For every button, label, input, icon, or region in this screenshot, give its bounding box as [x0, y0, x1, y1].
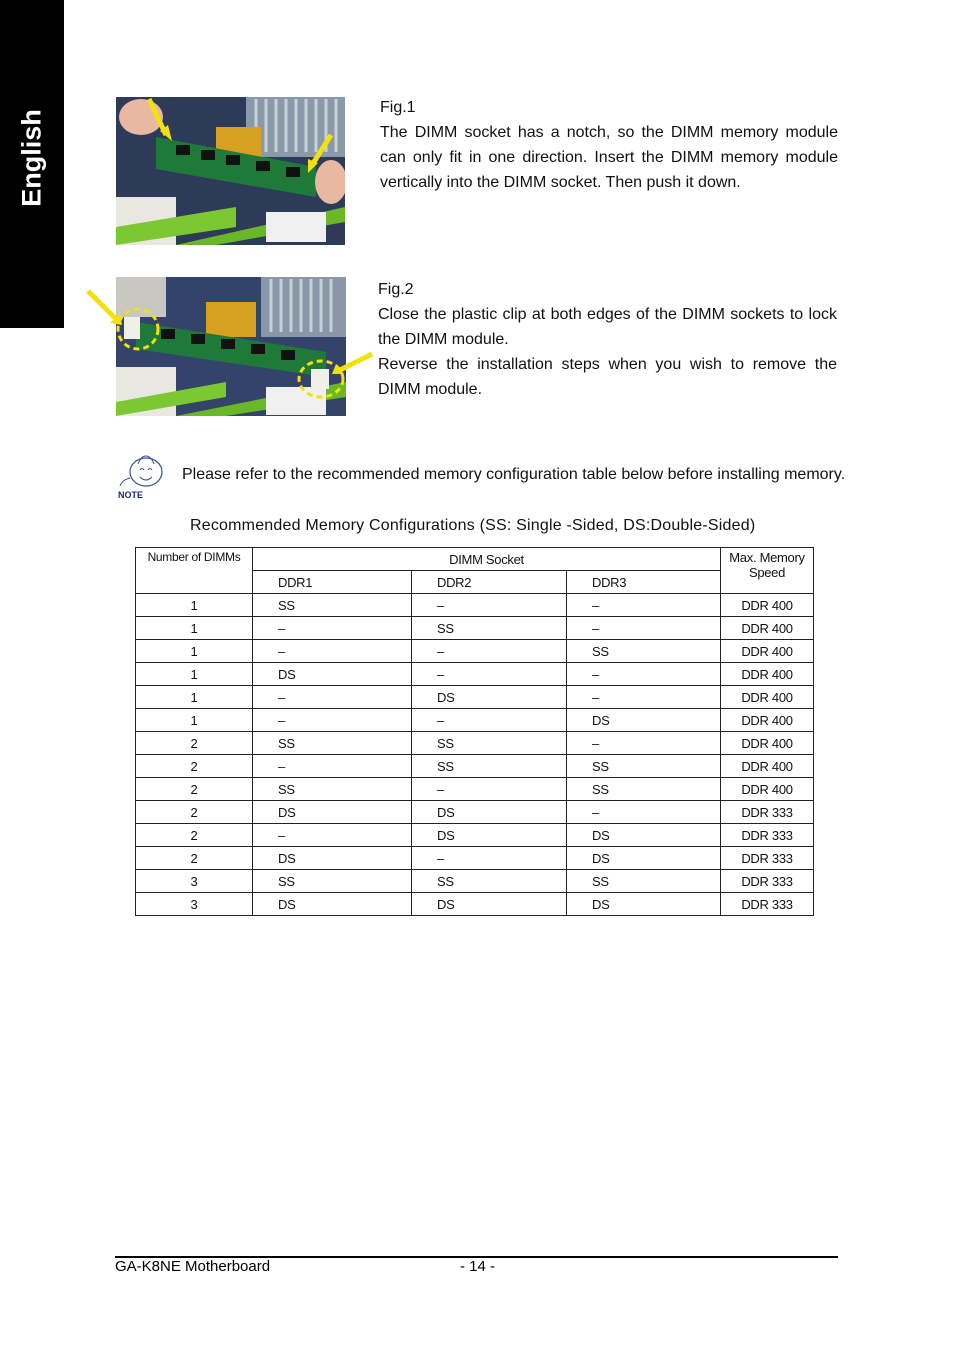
cell-ddr3: DS [567, 893, 721, 916]
header-ddr3: DDR3 [567, 571, 721, 594]
cell-num: 2 [136, 755, 253, 778]
table-row [136, 847, 814, 870]
footer-product-name: GA-K8NE Motherboard [115, 1258, 271, 1275]
cell-num: 1 [136, 709, 253, 732]
table-row [136, 755, 814, 778]
cell-ddr2: SS [412, 617, 567, 640]
fig2-title: Fig.2 [378, 281, 414, 298]
cell-ddr1: DS [253, 663, 412, 686]
cell-num: 1 [136, 594, 253, 617]
cell-num: 1 [136, 640, 253, 663]
cell-num: 2 [136, 847, 253, 870]
fig1-title: Fig.1 [380, 99, 416, 116]
cell-ddr3: – [567, 801, 721, 824]
cell-ddr2: – [412, 663, 567, 686]
cell-speed: DDR 400 [721, 663, 814, 686]
cell-ddr1: SS [253, 778, 412, 801]
cell-ddr3: SS [567, 870, 721, 893]
table-row [136, 824, 814, 847]
cell-speed: DDR 400 [721, 686, 814, 709]
fig2-caption [378, 277, 837, 402]
table-row [136, 709, 814, 732]
cell-num: 1 [136, 663, 253, 686]
fig2-description-2: Reverse the installation steps when you wish to remove the DIMM module. [378, 356, 837, 398]
cell-num: 2 [136, 801, 253, 824]
cell-speed: DDR 333 [721, 801, 814, 824]
table-row [136, 663, 814, 686]
table-row [136, 640, 814, 663]
cell-ddr1: SS [253, 594, 412, 617]
cell-speed: DDR 400 [721, 617, 814, 640]
fig1-caption [380, 95, 838, 195]
cell-ddr3: SS [567, 755, 721, 778]
cell-ddr3: – [567, 594, 721, 617]
cell-ddr2: – [412, 594, 567, 617]
cell-ddr1: SS [253, 732, 412, 755]
cell-ddr3: – [567, 663, 721, 686]
cell-ddr3: SS [567, 640, 721, 663]
cell-ddr3: – [567, 686, 721, 709]
table-header-row [136, 548, 814, 571]
cell-speed: DDR 333 [721, 870, 814, 893]
cell-ddr2: DS [412, 801, 567, 824]
cell-num: 2 [136, 778, 253, 801]
language-label: English [16, 109, 47, 207]
footer-page-number: - 14 - [460, 1258, 496, 1275]
cell-speed: DDR 400 [721, 732, 814, 755]
cell-ddr2: – [412, 709, 567, 732]
fig2-photo [116, 277, 346, 416]
cell-ddr2: SS [412, 732, 567, 755]
cell-ddr1: – [253, 640, 412, 663]
cell-speed: DDR 400 [721, 594, 814, 617]
header-dimm-socket: DIMM Socket [253, 548, 721, 571]
cell-ddr1: – [253, 824, 412, 847]
cell-ddr1: – [253, 617, 412, 640]
table-row [136, 732, 814, 755]
cell-ddr2: SS [412, 755, 567, 778]
cell-ddr2: DS [412, 893, 567, 916]
fig2-left-arrow-icon [84, 285, 124, 335]
cell-ddr2: DS [412, 824, 567, 847]
cell-speed: DDR 333 [721, 893, 814, 916]
cell-ddr3: – [567, 732, 721, 755]
header-ddr2: DDR2 [412, 571, 567, 594]
table-row [136, 870, 814, 893]
cell-num: 1 [136, 617, 253, 640]
table-title: Recommended Memory Configurations (SS: Single -Sided, DS:Double-Sided) [190, 517, 756, 534]
table-row [136, 893, 814, 916]
cell-speed: DDR 400 [721, 755, 814, 778]
cell-ddr2: – [412, 847, 567, 870]
table-row [136, 617, 814, 640]
cell-num: 3 [136, 893, 253, 916]
fig2-description-1: Close the plastic clip at both edges of the DIMM sockets to lock the DIMM module. [378, 306, 837, 348]
cell-num: 3 [136, 870, 253, 893]
header-max-speed: Max. Memory Speed [721, 548, 814, 594]
fig2-right-arrow-icon [330, 350, 376, 380]
cell-speed: DDR 400 [721, 640, 814, 663]
cell-ddr1: DS [253, 801, 412, 824]
cell-num: 2 [136, 824, 253, 847]
memory-config-table [135, 547, 814, 916]
cell-num: 2 [136, 732, 253, 755]
cell-ddr1: – [253, 686, 412, 709]
cell-ddr3: – [567, 617, 721, 640]
cell-ddr1: SS [253, 870, 412, 893]
note-icon [116, 452, 170, 502]
fig1-photo [116, 97, 345, 245]
cell-speed: DDR 400 [721, 778, 814, 801]
cell-num: 1 [136, 686, 253, 709]
cell-ddr3: DS [567, 824, 721, 847]
cell-speed: DDR 333 [721, 847, 814, 870]
cell-ddr3: DS [567, 709, 721, 732]
note-text: Please refer to the recommended memory configuration table below before installing memory. [182, 466, 846, 483]
cell-ddr2: DS [412, 686, 567, 709]
cell-ddr1: – [253, 709, 412, 732]
table-row [136, 801, 814, 824]
cell-speed: DDR 333 [721, 824, 814, 847]
cell-ddr1: DS [253, 847, 412, 870]
header-ddr1: DDR1 [253, 571, 412, 594]
cell-speed: DDR 400 [721, 709, 814, 732]
note-icon-label: NOTE [118, 490, 144, 500]
cell-ddr2: – [412, 640, 567, 663]
cell-ddr3: DS [567, 847, 721, 870]
language-side-tab [0, 0, 64, 328]
header-num-dimms: Number of DIMMs [136, 548, 253, 594]
table-row [136, 686, 814, 709]
cell-ddr1: DS [253, 893, 412, 916]
cell-ddr3: SS [567, 778, 721, 801]
cell-ddr2: – [412, 778, 567, 801]
table-row [136, 594, 814, 617]
fig1-description: The DIMM socket has a notch, so the DIMM memory module can only fit in one direction. Insert the DIMM memory module vertically into the DIMM socket. Then push it down. [380, 124, 838, 191]
cell-ddr2: SS [412, 870, 567, 893]
table-row [136, 778, 814, 801]
cell-ddr1: – [253, 755, 412, 778]
